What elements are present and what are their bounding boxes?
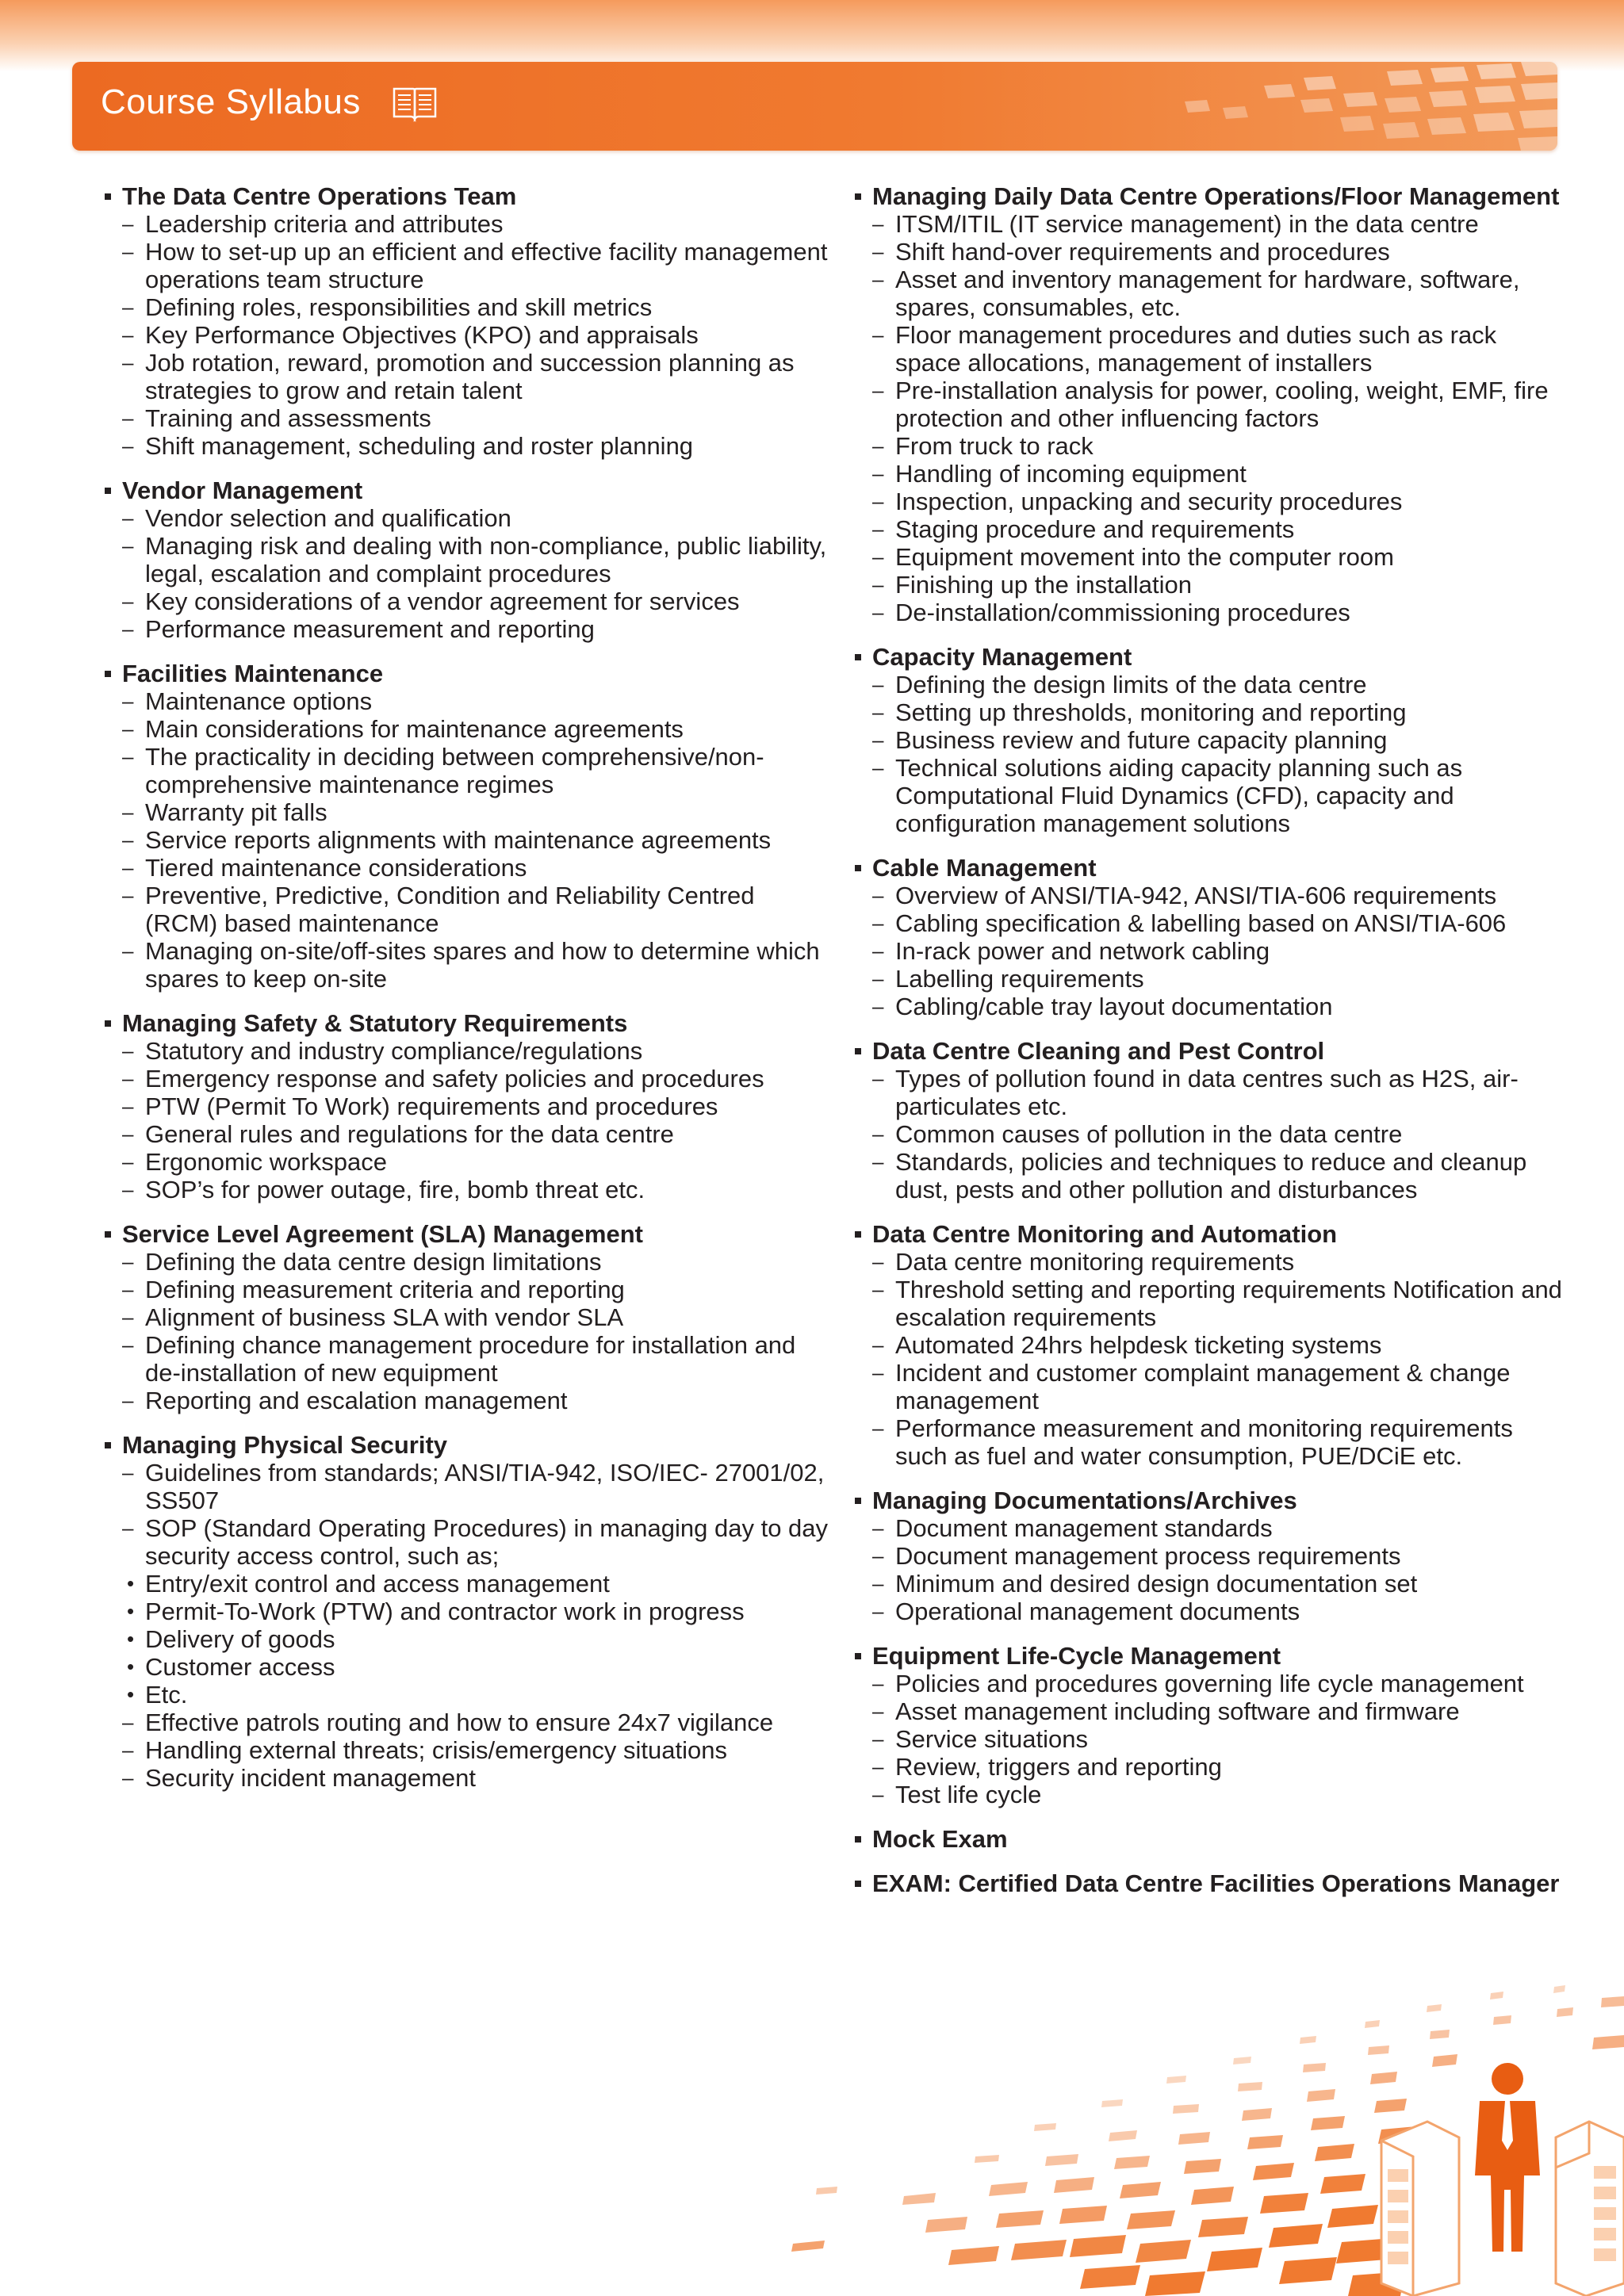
- syllabus-section-equipment-life-cycle-management: [853, 1642, 1567, 1808]
- topic-item: – Maintenance options: [103, 687, 833, 715]
- section-topic-list: [103, 1037, 833, 1203]
- topic-item: – Defining measurement criteria and reporting: [103, 1276, 833, 1303]
- topic-item: – Business review and future capacity planning: [853, 726, 1567, 754]
- syllabus-section-managing-safety-statutory-requirements: [103, 1009, 833, 1203]
- topic-item: – Shift hand-over requirements and procedures: [853, 238, 1567, 266]
- topic-item: – Incident and customer complaint management & change management: [853, 1359, 1567, 1414]
- topic-item: – From truck to rack: [853, 432, 1567, 460]
- section-heading: Managing Documentations/Archives: [853, 1487, 1567, 1514]
- section-heading: Equipment Life-Cycle Management: [853, 1642, 1567, 1670]
- topic-item: – Labelling requirements: [853, 965, 1567, 993]
- section-heading: Managing Safety & Statutory Requirements: [103, 1009, 833, 1037]
- section-topic-list: [853, 1248, 1567, 1470]
- section-topic-list: [103, 504, 833, 643]
- topic-item: – Defining roles, responsibilities and skill metrics: [103, 293, 833, 321]
- topic-item: – Floor management procedures and duties such as rack space allocations, management of installers: [853, 321, 1567, 377]
- course-syllabus-banner: [72, 62, 1557, 151]
- section-topic-list: [853, 1065, 1567, 1203]
- topic-item: – Service situations: [853, 1725, 1567, 1753]
- section-heading: Cable Management: [853, 854, 1567, 882]
- syllabus-section-managing-physical-security: [103, 1431, 833, 1792]
- topic-item: – Technical solutions aiding capacity planning such as Computational Fluid Dynamics (CFD), capacity and configuration management solutions: [853, 754, 1567, 837]
- topic-item: – Cabling specification & labelling based on ANSI/TIA-606: [853, 909, 1567, 937]
- syllabus-right-column: [853, 182, 1567, 1914]
- topic-item: – Warranty pit falls: [103, 798, 833, 826]
- topic-item: – Reporting and escalation management: [103, 1387, 833, 1414]
- topic-item: – General rules and regulations for the data centre: [103, 1120, 833, 1148]
- syllabus-section-data-centre-cleaning-and-pest-control: [853, 1037, 1567, 1203]
- section-topic-list: [103, 687, 833, 993]
- topic-item: – Training and assessments: [103, 404, 833, 432]
- topic-item: – Leadership criteria and attributes: [103, 210, 833, 238]
- syllabus-section-capacity-management: [853, 643, 1567, 837]
- sub-topic-item: • Etc.: [103, 1681, 833, 1709]
- topic-item: – Defining the design limits of the data centre: [853, 671, 1567, 698]
- section-topic-list: [853, 671, 1567, 837]
- syllabus-section-data-centre-monitoring-and-automation: [853, 1220, 1567, 1470]
- sub-topic-item: • Delivery of goods: [103, 1625, 833, 1653]
- topic-item: – Threshold setting and reporting requirements Notification and escalation requirements: [853, 1276, 1567, 1331]
- section-heading: Facilities Maintenance: [103, 660, 833, 687]
- section-topic-list: [853, 1670, 1567, 1808]
- syllabus-section-managing-documentations-archives: [853, 1487, 1567, 1625]
- syllabus-section-facilities-maintenance: [103, 660, 833, 993]
- section-heading: Managing Daily Data Centre Operations/Floor Management: [853, 182, 1567, 210]
- topic-item: – Emergency response and safety policies and procedures: [103, 1065, 833, 1093]
- section-heading: Data Centre Cleaning and Pest Control: [853, 1037, 1567, 1065]
- topic-item: – Standards, policies and techniques to reduce and cleanup dust, pests and other pollution and disturbances: [853, 1148, 1567, 1203]
- syllabus-left-column: [103, 182, 833, 1808]
- topic-item: – Cabling/cable tray layout documentation: [853, 993, 1567, 1020]
- syllabus-section-exam-certified-data-centre-facilities-operations: [853, 1869, 1567, 1897]
- sub-topic-item: • Entry/exit control and access management: [103, 1570, 833, 1598]
- topic-item: – Document management standards: [853, 1514, 1567, 1542]
- topic-item: – How to set-up up an efficient and effective facility management operations team structure: [103, 238, 833, 293]
- topic-item: – Vendor selection and qualification: [103, 504, 833, 532]
- topic-item: – Managing on-site/off-sites spares and how to determine which spares to keep on-site: [103, 937, 833, 993]
- topic-item: – De-installation/commissioning procedures: [853, 599, 1567, 626]
- topic-item: – Inspection, unpacking and security procedures: [853, 488, 1567, 515]
- topic-item: – Document management process requirements: [853, 1542, 1567, 1570]
- topic-item: – Preventive, Predictive, Condition and Reliability Centred (RCM) based maintenance: [103, 882, 833, 937]
- topic-item: – Shift management, scheduling and roster planning: [103, 432, 833, 460]
- topic-item: – In-rack power and network cabling: [853, 937, 1567, 965]
- section-heading: Service Level Agreement (SLA) Management: [103, 1220, 833, 1248]
- section-topic-list: [103, 1248, 833, 1414]
- section-heading: Data Centre Monitoring and Automation: [853, 1220, 1567, 1248]
- topic-item: – Equipment movement into the computer room: [853, 543, 1567, 571]
- topic-item: – Service reports alignments with maintenance agreements: [103, 826, 833, 854]
- topic-item: – Ergonomic workspace: [103, 1148, 833, 1176]
- datacentre-tile-illustration: [761, 1982, 1624, 2296]
- topic-item: – Setting up thresholds, monitoring and reporting: [853, 698, 1567, 726]
- sub-topic-item: • Permit-To-Work (PTW) and contractor work in progress: [103, 1598, 833, 1625]
- topic-item: – PTW (Permit To Work) requirements and procedures: [103, 1093, 833, 1120]
- topic-item: – Key considerations of a vendor agreement for services: [103, 587, 833, 615]
- topic-item: – Test life cycle: [853, 1781, 1567, 1808]
- topic-item: – Statutory and industry compliance/regulations: [103, 1037, 833, 1065]
- topic-item: – Security incident management: [103, 1764, 833, 1792]
- section-heading: Vendor Management: [103, 476, 833, 504]
- section-heading: Mock Exam: [853, 1825, 1567, 1853]
- topic-item: – Automated 24hrs helpdesk ticketing systems: [853, 1331, 1567, 1359]
- server-rack-right: [1556, 2122, 1624, 2296]
- server-rack-left: [1381, 2122, 1459, 2296]
- section-topic-list: [853, 1514, 1567, 1625]
- syllabus-section-mock-exam: [853, 1825, 1567, 1853]
- topic-item: – Common causes of pollution in the data centre: [853, 1120, 1567, 1148]
- topic-item: – Overview of ANSI/TIA-942, ANSI/TIA-606 requirements: [853, 882, 1567, 909]
- syllabus-section-cable-management: [853, 854, 1567, 1020]
- topic-item: – Guidelines from standards; ANSI/TIA-942, ISO/IEC- 27001/02, SS507: [103, 1459, 833, 1514]
- banner-tile-pattern: [1066, 62, 1557, 151]
- topic-item: – Operational management documents: [853, 1598, 1567, 1625]
- topic-item: – Defining chance management procedure for installation and de-installation of new equipment: [103, 1331, 833, 1387]
- section-topic-list: [103, 210, 833, 460]
- section-heading: Managing Physical Security: [103, 1431, 833, 1459]
- topic-item: – Defining the data centre design limitations: [103, 1248, 833, 1276]
- topic-item: – Finishing up the installation: [853, 571, 1567, 599]
- topic-item: – Handling of incoming equipment: [853, 460, 1567, 488]
- topic-item: – The practicality in deciding between comprehensive/non-comprehensive maintenance regimes: [103, 743, 833, 798]
- topic-item: – Job rotation, reward, promotion and succession planning as strategies to grow and retain talent: [103, 349, 833, 404]
- topic-item: – Handling external threats; crisis/emergency situations: [103, 1736, 833, 1764]
- topic-item: – Main considerations for maintenance agreements: [103, 715, 833, 743]
- section-topic-list: [853, 882, 1567, 1020]
- syllabus-section-the-data-centre-operations-team: [103, 182, 833, 460]
- top-gradient-band: [0, 0, 1624, 71]
- topic-item: – ITSM/ITIL (IT service management) in the data centre: [853, 210, 1567, 238]
- section-heading: The Data Centre Operations Team: [103, 182, 833, 210]
- topic-item: – Staging procedure and requirements: [853, 515, 1567, 543]
- topic-item: – Managing risk and dealing with non-compliance, public liability, legal, escalation and complaint procedures: [103, 532, 833, 587]
- topic-item: – Performance measurement and monitoring requirements such as fuel and water consumption, PUE/DCiE etc.: [853, 1414, 1567, 1470]
- topic-item: – Key Performance Objectives (KPO) and appraisals: [103, 321, 833, 349]
- person-figure: [1475, 2063, 1540, 2252]
- page-title: Course Syllabus: [101, 82, 361, 121]
- topic-item: – Asset management including software and firmware: [853, 1697, 1567, 1725]
- topic-item: – SOP’s for power outage, fire, bomb threat etc.: [103, 1176, 833, 1203]
- topic-item: – Policies and procedures governing life cycle management: [853, 1670, 1567, 1697]
- syllabus-section-service-level-agreement-sla-management: [103, 1220, 833, 1414]
- topic-item: – Minimum and desired design documentation set: [853, 1570, 1567, 1598]
- topic-item: – Effective patrols routing and how to ensure 24x7 vigilance: [103, 1709, 833, 1736]
- topic-item: – Asset and inventory management for hardware, software, spares, consumables, etc.: [853, 266, 1567, 321]
- topic-item: – Pre-installation analysis for power, cooling, weight, EMF, fire protection and other influencing factors: [853, 377, 1567, 432]
- section-topic-list: [853, 210, 1567, 626]
- topic-item: – Review, triggers and reporting: [853, 1753, 1567, 1781]
- section-topic-list: [103, 1459, 833, 1792]
- sub-topic-item: • Customer access: [103, 1653, 833, 1681]
- section-heading: EXAM: Certified Data Centre Facilities Operations Manager: [853, 1869, 1567, 1897]
- topic-item: – SOP (Standard Operating Procedures) in managing day to day security access control, such as;: [103, 1514, 833, 1570]
- topic-item: – Types of pollution found in data centres such as H2S, air-particulates etc.: [853, 1065, 1567, 1120]
- topic-item: – Performance measurement and reporting: [103, 615, 833, 643]
- topic-item: – Data centre monitoring requirements: [853, 1248, 1567, 1276]
- open-book-icon: [392, 84, 438, 122]
- topic-item: – Alignment of business SLA with vendor SLA: [103, 1303, 833, 1331]
- topic-item: – Tiered maintenance considerations: [103, 854, 833, 882]
- syllabus-section-managing-daily-data-centre-operations-floor-mana: [853, 182, 1567, 626]
- section-heading: Capacity Management: [853, 643, 1567, 671]
- syllabus-section-vendor-management: [103, 476, 833, 643]
